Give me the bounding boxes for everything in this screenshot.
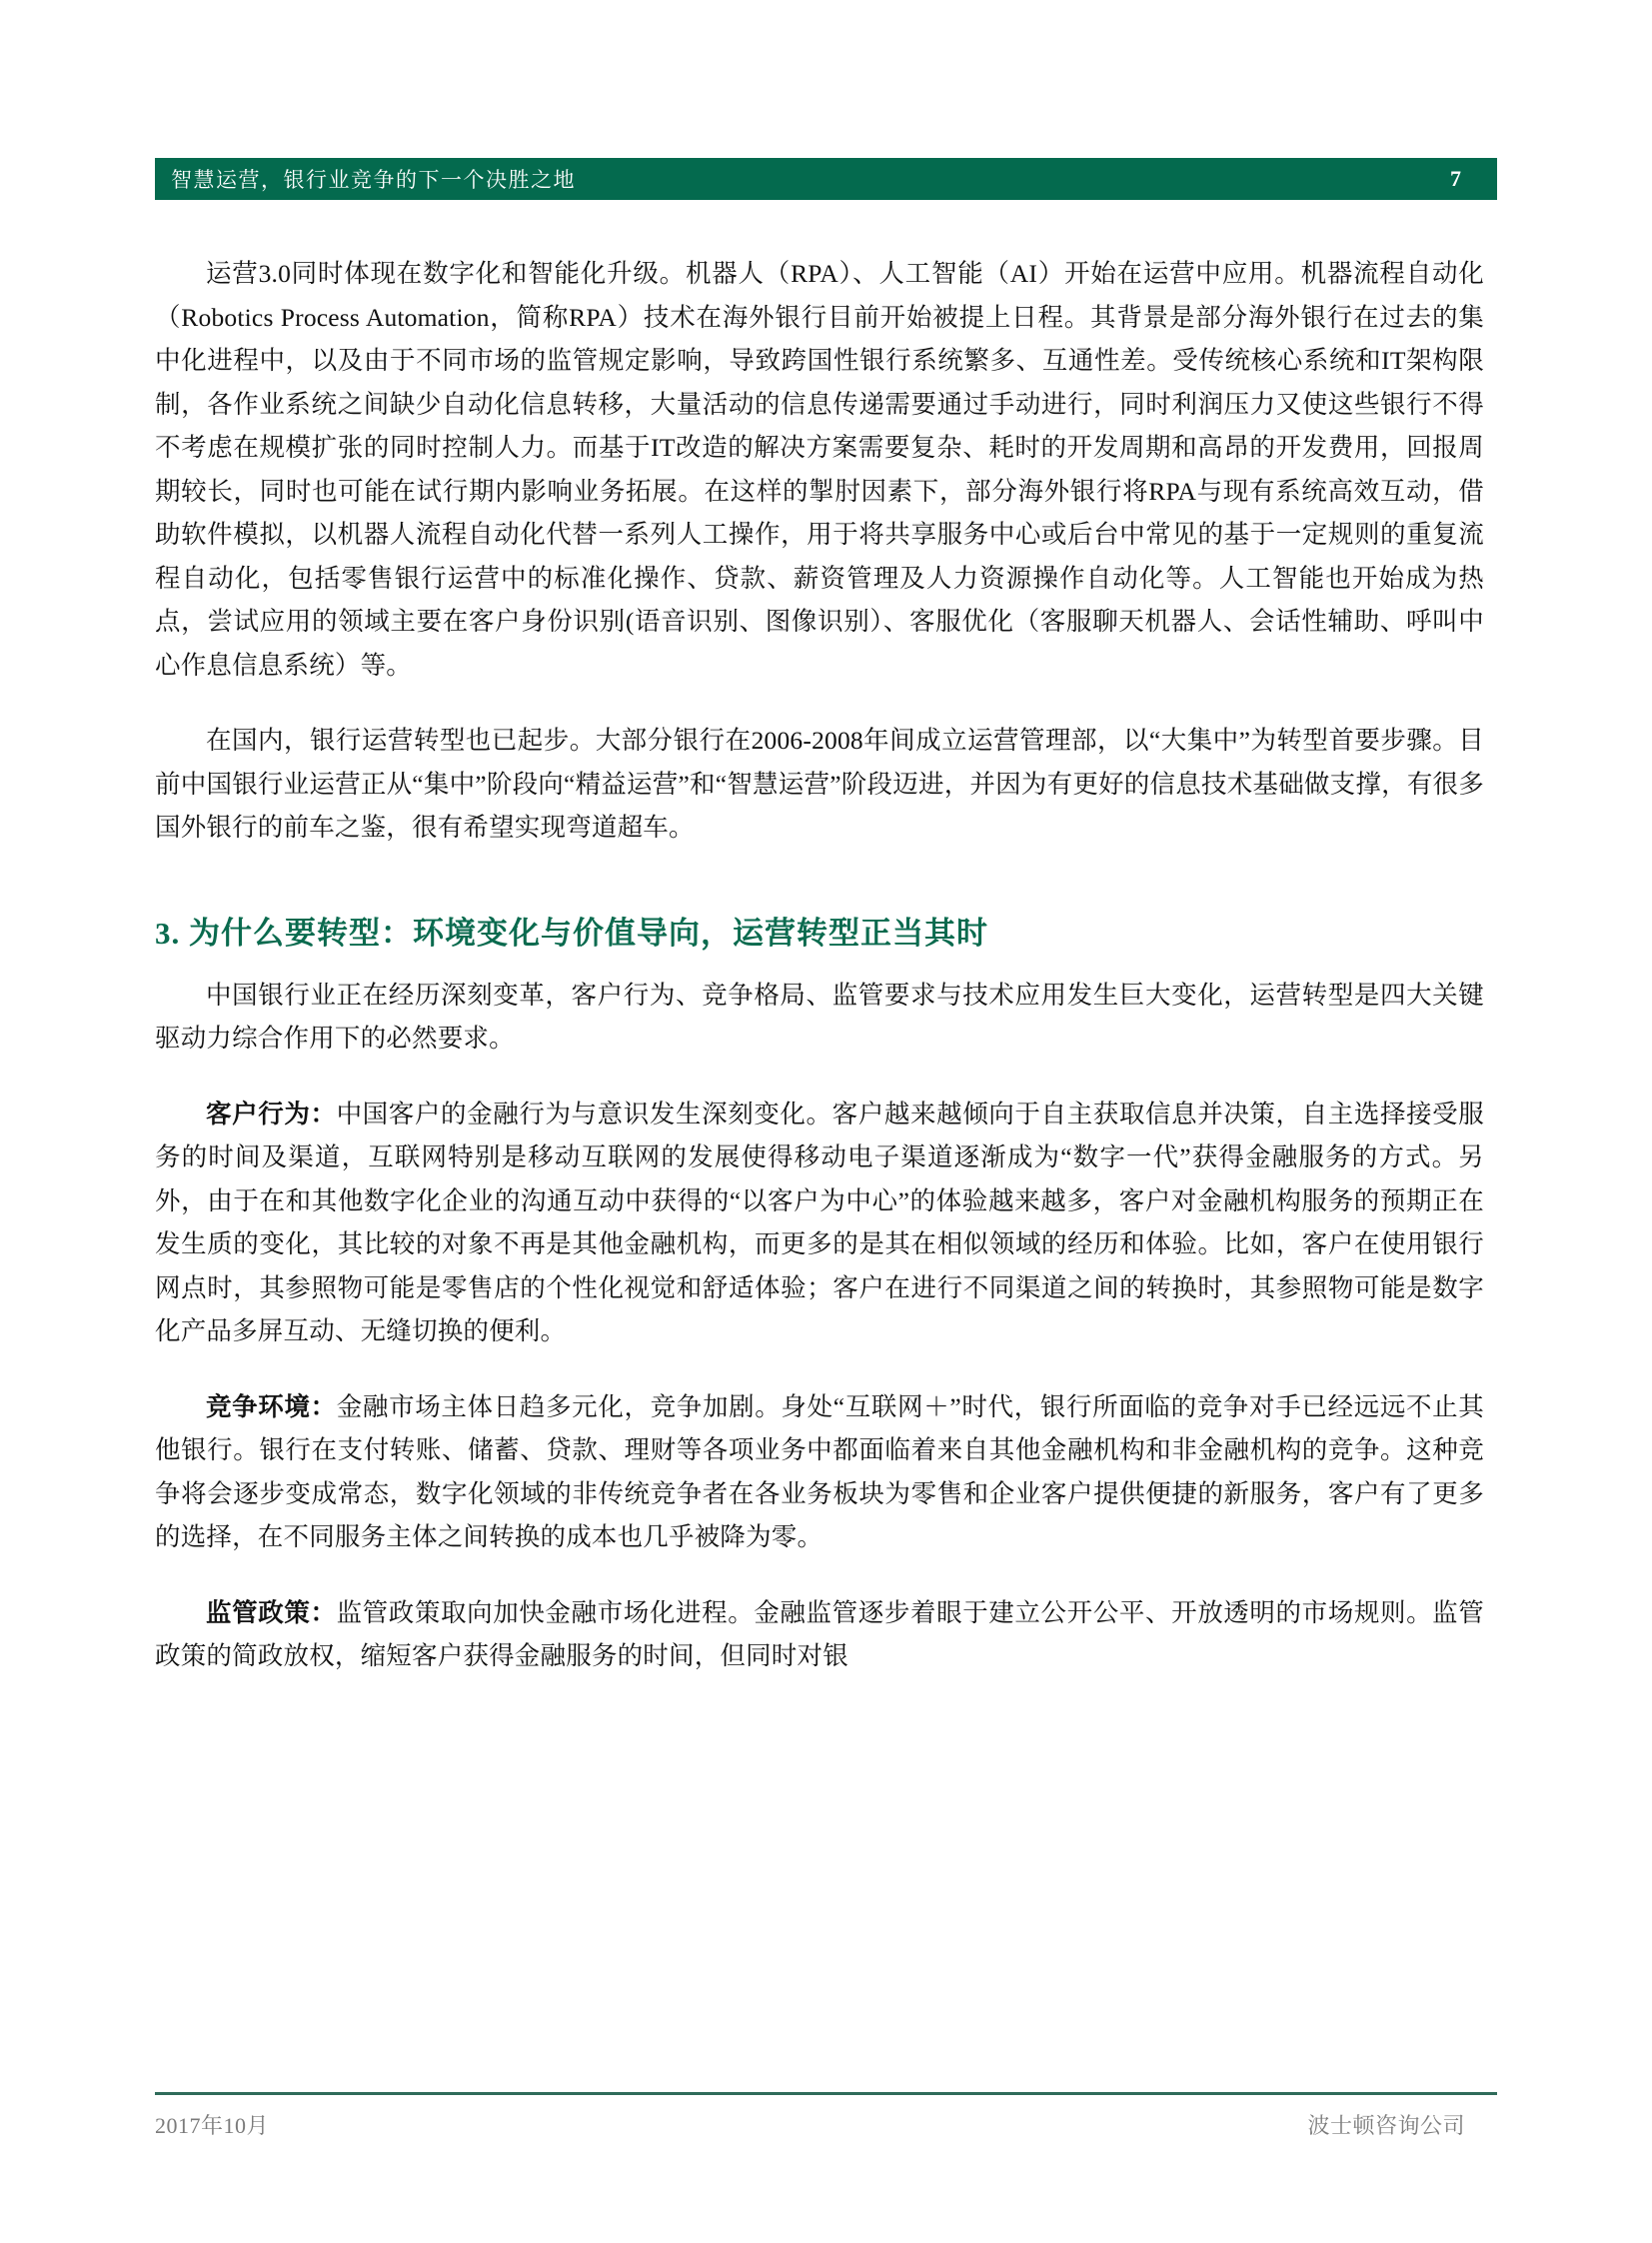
header-title: 智慧运营，银行业竞争的下一个决胜之地 (171, 168, 576, 192)
driver-text-regulatory-policy: 监管政策取向加快金融市场化进程。金融监管逐步着眼于建立公开公平、开放透明的市场规则。监管政策的简政放权，缩短客户获得金融服务的时间，但同时对银 (155, 1597, 1484, 1670)
footer-row (155, 2109, 1497, 2140)
driver-label-regulatory-policy: 监管政策： (206, 1597, 337, 1627)
driver-text-customer-behavior: 中国客户的金融行为与意识发生深刻变化。客户越来越倾向于自主获取信息并决策，自主选择接受服务的时间及渠道，互联网特别是移动互联网的发展使得移动电子渠道逐渐成为“数字一代”获得金融服务的方式。另外，由于在和其他数字化企业的沟通互动中获得的“以客户为中心”的体验越来越多，客户对金融机构服务的预期正在发生质的变化，其比较的对象不再是其他金融机构，而更多的是其在相似领域的经历和体验。比如，客户在使用银行网点时，其参照物可能是零售店的个性化视觉和舒适体验；客户在进行不同渠道之间的转换时，其参照物可能是数字化产品多屏互动、无缝切换的便利。 (155, 1099, 1484, 1345)
paragraph-driver-customer-behavior (155, 1093, 1484, 1353)
footer-divider (155, 2092, 1497, 2095)
driver-label-competitive-environment: 竞争环境： (206, 1391, 337, 1421)
section-heading-3: 3. 为什么要转型：环境变化与价值导向，运营转型正当其时 (155, 915, 988, 951)
paragraph-operations-3: 运营3.0同时体现在数字化和智能化升级。机器人（RPA）、人工智能（AI）开始在运营中应用。机器流程自动化（Robotics Process Automation，简称RPA）技术在海外银行目前开始被提上日程。其背景是部分海外银行在过去的集中化进程中，以及由于不同市场的监管规定影响，导致跨国性银行系统繁多、互通性差。受传统核心系统和IT架构限制，各作业系统之间缺少自动化信息转移，大量活动的信息传递需要通过手动进行，同时利润压力又使这些银行不得不考虑在规模扩张的同时控制人力。而基于IT改造的解决方案需要复杂、耗时的开发周期和高昂的开发费用，回报周期较长，同时也可能在试行期内影响业务拓展。在这样的掣肘因素下，部分海外银行将RPA与现有系统高效互动，借助软件模拟，以机器人流程自动化代替一系列人工操作，用于将共享服务中心或后台中常见的基于一定规则的重复流程自动化，包括零售银行运营中的标准化操作、贷款、薪资管理及人力资源操作自动化等。人工智能也开始成为热点，尝试应用的领域主要在客户身份识别(语音识别、图像识别）、客服优化（客服聊天机器人、会话性辅助、呼叫中心作息信息系统）等。 (155, 259, 1484, 680)
driver-label-customer-behavior: 客户行为： (206, 1099, 337, 1128)
page-content (155, 252, 1484, 1678)
paragraph-driver-competitive-environment (155, 1385, 1484, 1559)
footer-date: 2017年10月 (155, 2113, 270, 2138)
paragraph-domestic-transformation: 在国内，银行运营转型也已起步。大部分银行在2006-2008年间成立运营管理部，以“大集中”为转型首要步骤。目前中国银行业运营正从“集中”阶段向“精益运营”和“智慧运营”阶段迈进，并因为有更好的信息技术基础做支撑，有很多国外银行的前车之鉴，很有希望实现弯道超车。 (155, 726, 1484, 842)
running-header (155, 158, 1497, 200)
page-footer (155, 2092, 1497, 2140)
driver-text-competitive-environment: 金融市场主体日趋多元化，竞争加剧。身处“互联网＋”时代，银行所面临的竞争对手已经远远不止其他银行。银行在支付转账、储蓄、贷款、理财等各项业务中都面临着来自其他金融机构和非金融机构的竞争。这种竞争将会逐步变成常态，数字化领域的非传统竞争者在各业务板块为零售和企业客户提供便捷的新服务，客户有了更多的选择，在不同服务主体之间转换的成本也几乎被降为零。 (155, 1391, 1484, 1551)
footer-company: 波士顿咨询公司 (1307, 2113, 1465, 2138)
page-number: 7 (1450, 166, 1461, 191)
paragraph-section-intro: 中国银行业正在经历深刻变革，客户行为、竞争格局、监管要求与技术应用发生巨大变化，运营转型是四大关键驱动力综合作用下的必然要求。 (155, 980, 1484, 1053)
paragraph-driver-regulatory-policy (155, 1591, 1484, 1678)
